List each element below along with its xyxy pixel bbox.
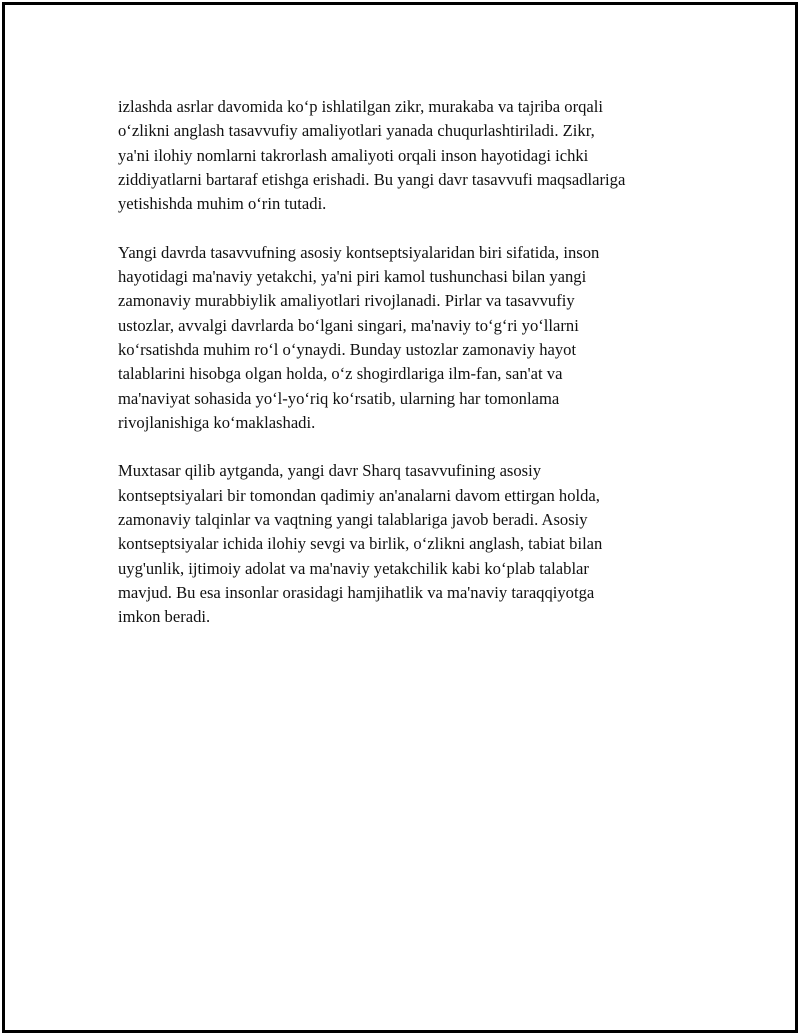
paragraph-1 bbox=[118, 95, 698, 216]
text-line: ya'ni ilohiy nomlarni takrorlash amaliyoti orqali inson hayotidagi ichki bbox=[118, 145, 589, 165]
document-body bbox=[118, 95, 698, 654]
text-line: mavjud. Bu esa insonlar orasidagi hamjihatlik va ma'naviy taraqqiyotga bbox=[118, 582, 595, 602]
paragraph-3 bbox=[118, 459, 698, 629]
text-line: kontseptsiyalar ichida ilohiy sevgi va birlik, o‘zlikni anglash, tabiat bilan bbox=[118, 534, 603, 554]
text-line: izlashda asrlar davomida ko‘p ishlatilgan zikr, murakaba va tajriba orqali bbox=[118, 97, 603, 116]
text-line: o‘zlikni anglash tasavvufiy amaliyotlari yanada chuqurlashtiriladi. Zikr, bbox=[118, 121, 595, 141]
text-line: talablarini hisobga olgan holda, o‘z shogirdlariga ilm-fan, san'at va bbox=[118, 364, 563, 384]
text-line: hayotidagi ma'naviy yetakchi, ya'ni piri kamol tushunchasi bilan yangi bbox=[118, 267, 587, 287]
document-page bbox=[2, 2, 798, 1033]
text-line: ustozlar, avvalgi davrlarda bo‘lgani singari, ma'naviy to‘g‘ri yo‘llarni bbox=[118, 315, 579, 335]
text-line: Muxtasar qilib aytganda, yangi davr Sharq tasavvufining asosiy bbox=[118, 461, 542, 481]
text-line: ko‘rsatishda muhim ro‘l o‘ynaydi. Bunday ustozlar zamonaviy hayot bbox=[118, 339, 577, 359]
text-line: zamonaviy murabbiylik amaliyotlari rivojlanadi. Pirlar va tasavvufiy bbox=[118, 291, 575, 311]
text-line: zamonaviy talqinlar va vaqtning yangi talablariga javob beradi. Asosiy bbox=[118, 510, 588, 530]
text-line: ma'naviyat sohasida yo‘l-yo‘riq ko‘rsatib, ularning har tomonlama bbox=[118, 388, 560, 408]
text-line: ziddiyatlarni bartaraf etishga erishadi. Bu yangi davr tasavvufi maqsadlariga bbox=[118, 169, 626, 189]
text-line: kontseptsiyalari bir tomondan qadimiy an'analarni davom ettirgan holda, bbox=[118, 485, 600, 505]
text-line: imkon beradi. bbox=[118, 607, 211, 627]
text-line: uyg'unlik, ijtimoiy adolat va ma'naviy yetakchilik kabi ko‘plab talablar bbox=[118, 558, 589, 578]
text-line: rivojlanishiga ko‘maklashadi. bbox=[118, 412, 316, 432]
paragraph-2 bbox=[118, 241, 698, 435]
text-line: yetishishda muhim o‘rin tutadi. bbox=[118, 194, 327, 214]
text-line: Yangi davrda tasavvufning asosiy kontseptsiyalaridan biri sifatida, inson bbox=[118, 242, 600, 262]
